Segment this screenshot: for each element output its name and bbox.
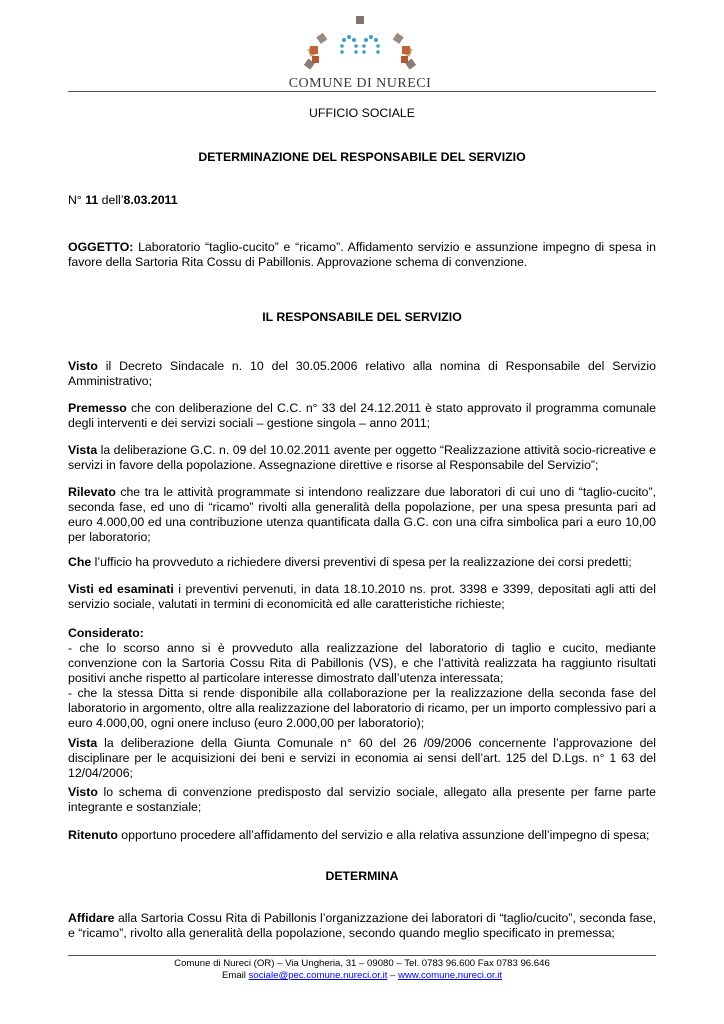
paragraph-keyword: Visto: [68, 785, 98, 799]
logo-text: COMUNE DI NURECI: [288, 76, 432, 91]
paragraph-keyword: Premesso: [68, 401, 127, 415]
determina-title: DETERMINA: [325, 869, 399, 883]
number-value: 11: [85, 193, 99, 207]
determination-number: [68, 193, 656, 208]
paragraph-keyword: Affidare: [68, 911, 115, 925]
number-prefix: N°: [68, 193, 86, 207]
paragraph-text: l’ufficio ha provveduto a richiedere diversi preventivi di spesa per la realizzazione dei corsi predetti;: [91, 555, 632, 569]
paragraph-rilevato: [68, 485, 656, 545]
paragraph-text: il Decreto Sindacale n. 10 del 30.05.2006 relativo alla nomina di Responsabile del Servizio Amministrativo;: [68, 359, 656, 388]
paragraph-visto-schema: [68, 785, 656, 815]
paragraph-keyword: Visti ed esaminati: [68, 582, 174, 596]
paragraph-keyword: Rilevato: [68, 485, 116, 499]
paragraph-considerato: [68, 626, 656, 731]
paragraph-keyword: Visto: [68, 359, 98, 373]
paragraph-premesso: [68, 401, 656, 431]
email-label: Email: [221, 970, 249, 981]
number-date: 8.03.2011: [123, 193, 178, 207]
paragraph-text: i preventivi pervenuti, in data 18.10.2010 ns. prot. 3398 e 3399, depositati agli atti del servizio sociale, valutati in termini di economicità ed alle caratteristiche richieste;: [68, 582, 656, 611]
paragraph-text: alla Sartoria Cossu Rita di Pabillonis l’organizzazione dei laboratori di “taglio/cucito”, seconda fase, e “ricamo”, rivolto alla generalità della popolazione, secondo quando meglio specificato in premessa;: [68, 911, 656, 940]
subject-label: OGGETTO:: [68, 240, 134, 254]
paragraph-keyword: Vista: [68, 736, 98, 750]
paragraph-che: [68, 555, 656, 570]
footer-contacts: [68, 970, 656, 982]
paragraph-text: che con deliberazione del C.C. n° 33 del 24.12.2011 è stato approvato il programma comunale degli interventi e dei servizi sociali – gestione singola – anno 2011;: [68, 401, 656, 430]
footer-separator: –: [387, 970, 399, 981]
subject-paragraph: [68, 240, 656, 270]
paragraph-affidare: [68, 911, 656, 941]
paragraph-keyword: Che: [68, 555, 92, 569]
paragraph-keyword: Considerato:: [68, 626, 144, 640]
paragraph-text: che tra le attività programmate si intendono realizzare due laboratori di cui uno di “taglio-cucito”, seconda fase, ed uno di “ricamo” rivolti alla generalità della popolazione, per una spesa presunta pari ad euro 4.000,00 ed una contribuzione utenza quantificata dalla G.C. con una cifra simbolica pari a euro 10,00 per laboratorio;: [68, 485, 656, 544]
footer-divider: [68, 955, 656, 956]
paragraph-text: lo schema di convenzione predisposto dal servizio sociale, allegato alla presente per farne parte integrante e sostanziale;: [68, 785, 656, 814]
paragraph-ritenuto: [68, 828, 656, 843]
email-link[interactable]: sociale@pec.comune.nureci.or.it: [248, 970, 388, 981]
paragraph-keyword: Ritenuto: [68, 828, 118, 842]
header-divider: [68, 91, 656, 92]
number-mid: dell’: [98, 193, 124, 207]
footer: [68, 958, 656, 982]
paragraph-vista-giunta: [68, 736, 656, 781]
paragraph-visto: [68, 359, 656, 389]
considerato-item: - che lo scorso anno si è provveduto alla realizzazione del laboratorio di taglio e cucito, mediante convenzione con la Sartoria Cossu Rita di Pabillonis (VS), e che l’attività realizzata ha raggiunto risultati positivi anche rispetto al particolare interesse dimostrato dall’utenza interessata;: [68, 641, 656, 685]
subject-text: Laboratorio “taglio-cucito” e “ricamo”. Affidamento servizio e assunzione impegno di spesa in favore della Sartoria Rita Cossu di Pabillonis. Approvazione schema di convenzione.: [68, 240, 656, 269]
municipality-logo: [280, 14, 440, 91]
document-type-title: DETERMINAZIONE DEL RESPONSABILE DEL SERVIZIO: [198, 150, 526, 164]
paragraph-keyword: Vista: [68, 443, 98, 457]
paragraph-text: la deliberazione G.C. n. 09 del 10.02.2011 avente per oggetto “Realizzazione attività socio-ricreative e servizi in favore della popolazione. Assegnazione direttive e risorse al Responsabile del Servizio”;: [68, 443, 656, 472]
office-title: UFFICIO SOCIALE: [309, 106, 415, 120]
website-link[interactable]: www.comune.nureci.or.it: [398, 970, 503, 981]
paragraph-text: la deliberazione della Giunta Comunale n° 60 del 26 /09/2006 concernente l’approvazione del disciplinare per le acquisizioni dei beni e servizi in economia ai sensi dell’art. 125 del D.Lgs. n° 1 63 del 12/04/2006;: [68, 736, 656, 780]
considerato-item: - che la stessa Ditta si rende disponibile alla collaborazione per la realizzazione della seconda fase del laboratorio in argomento, oltre alla realizzazione del laboratorio di ricamo, per un importo complessivo pari a euro 4.000,00, ogni onere incluso (euro 2.000,00 per laboratorio);: [68, 686, 656, 730]
paragraph-text: opportuno procedere all’affidamento del servizio e alla relativa assunzione dell’impegno di spesa;: [117, 828, 650, 842]
arch-logo-icon: [280, 14, 440, 74]
section-title: IL RESPONSABILE DEL SERVIZIO: [262, 310, 462, 324]
paragraph-vista-gc: [68, 443, 656, 473]
paragraph-visti-esaminati: [68, 582, 656, 612]
footer-address: Comune di Nureci (OR) – Via Ungheria, 31 – 09080 – Tel. 0783 96.600 Fax 0783 96.646: [174, 958, 550, 969]
